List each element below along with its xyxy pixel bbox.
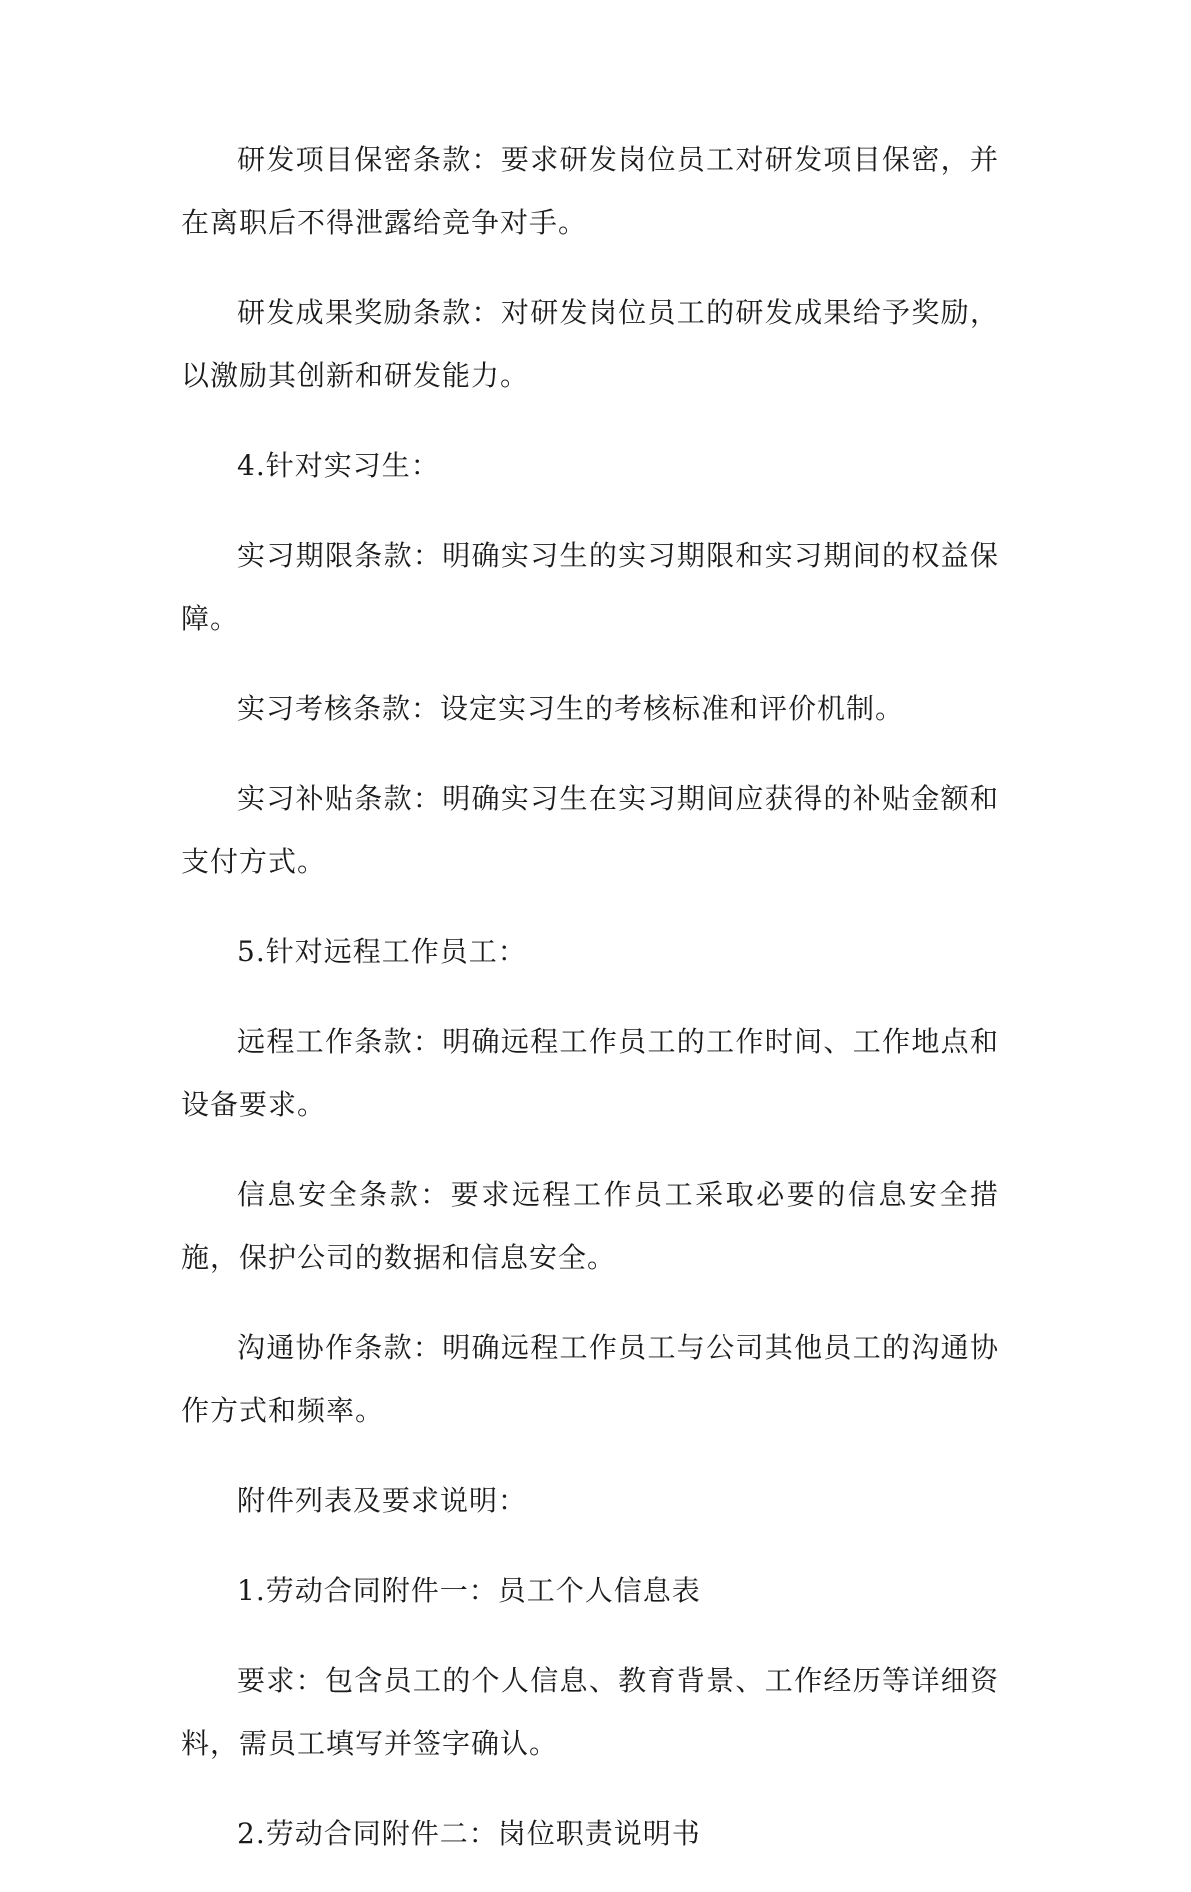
paragraph-remote-work: 远程工作条款：明确远程工作员工的工作时间、工作地点和设备要求。 bbox=[181, 1025, 999, 1121]
attachment-one-requirement: 要求：包含员工的个人信息、教育背景、工作经历等详细资料，需员工填写并签字确认。 bbox=[181, 1664, 999, 1760]
attachment-one-title: 1.劳动合同附件一：员工个人信息表 bbox=[237, 1574, 701, 1607]
paragraph-rd-confidentiality: 研发项目保密条款：要求研发岗位员工对研发项目保密，并在离职后不得泄露给竞争对手。 bbox=[181, 143, 999, 239]
heading-remote-workers: 5.针对远程工作员工： bbox=[237, 935, 527, 968]
paragraph-info-security: 信息安全条款：要求远程工作员工采取必要的信息安全措施，保护公司的数据和信息安全。 bbox=[181, 1178, 999, 1274]
attachment-two-title: 2.劳动合同附件二：岗位职责说明书 bbox=[237, 1817, 701, 1850]
document-body bbox=[181, 128, 999, 1892]
paragraph-intern-subsidy: 实习补贴条款：明确实习生在实习期间应获得的补贴金额和支付方式。 bbox=[181, 782, 999, 878]
heading-attachments: 附件列表及要求说明： bbox=[237, 1484, 528, 1517]
paragraph-communication: 沟通协作条款：明确远程工作员工与公司其他员工的沟通协作方式和频率。 bbox=[181, 1331, 999, 1427]
paragraph-rd-reward: 研发成果奖励条款：对研发岗位员工的研发成果给予奖励，以激励其创新和研发能力。 bbox=[181, 296, 999, 392]
paragraph-intern-term: 实习期限条款：明确实习生的实习期限和实习期间的权益保障。 bbox=[181, 539, 999, 635]
heading-interns: 4.针对实习生： bbox=[237, 449, 440, 482]
paragraph-intern-assessment: 实习考核条款：设定实习生的考核标准和评价机制。 bbox=[237, 692, 905, 725]
